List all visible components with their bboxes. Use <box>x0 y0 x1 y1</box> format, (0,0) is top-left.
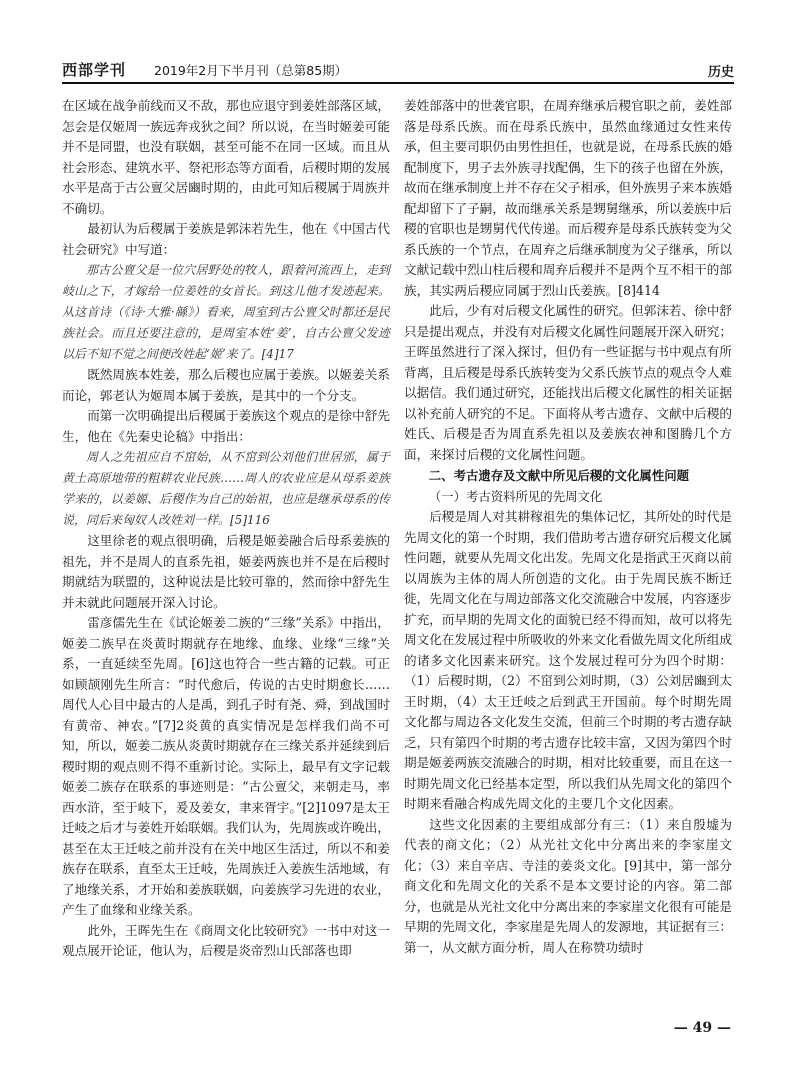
paragraph: 既然周族本姓姜，那么后稷也应属于姜族。以姬姜关系而论，郭老认为姬周本属于姜族，是其中的一个分支。 <box>62 367 390 403</box>
right-column <box>404 96 732 958</box>
left-column <box>62 96 390 962</box>
section-heading: 二、考古遗存及文献中所见后稷的文化属性问题 <box>428 468 689 483</box>
block-quote: 周人之先祖应自不窋始，从不窋到公刘他们世居邠，属于黄土高原地带的粗耕农业民族……周人的农业应是从母系姜族学来的，以姜嫄、后稷作为自己的始祖，也应是继承母系的传说，同后来匈奴人改姓刘一样。[5]116 <box>62 450 390 527</box>
paragraph: 此外，王晖先生在《商周文化比较研究》一书中对这一观点展开论证，他认为，后稷是炎帝烈山氏部落也即 <box>62 922 390 958</box>
paragraph: 雷彦儒先生在《试论姬姜二族的“三缘”关系》中指出，姬姜二族早在炎黄时期就存在地缘、血缘、业缘“三缘”关系，一直延续至先周。[6]这也符合一些古籍的记载。可正如顾颉刚先生所言：“时代愈后，传说的古史时期愈长……周代人心目中最古的人是禹，到孔子时有尧、舜，到战国时有黄帝、神农。”[7]2炎黄的真实情况是怎样我们尚不可知，所以，姬姜二族从炎黄时期就存在三缘关系并延续到后稷时期的观点则不得不重新讨论。实际上，最早有文字记载姬姜二族存在联系的事迹则是：“古公亶父，来朝走马，率西水浒，至于岐下，爰及姜女，聿来胥宇。”[2]1097是太王迁岐之后才与姜姓开始联姻。我们认为，先周族或许晚出，甚至在太王迁岐之前并没有在关中地区生活过，所以不和姜族存在联系，直至太王迁岐，先周族迁入姜族生活地域，有了地缘关系，才开始和姜族联姻，向姜族学习先进的农业，产生了血缘和业缘关系。 <box>62 615 390 917</box>
journal-logo: 西部学刊 <box>62 61 127 79</box>
paragraph: 而第一次明确提出后稷属于姜族这个观点的是徐中舒先生，他在《先秦史论稿》中指出： <box>62 408 390 444</box>
paragraph: 这里徐老的观点很明确，后稷是姬姜融合后母系姜族的祖先，并不是周人的直系先祖，姬姜两族也并不是在后稷时期就结为联盟的，这种说法是比较可靠的，然而徐中舒先生并未就此问题展开深入讨论。 <box>62 533 390 610</box>
paragraph: 这些文化因素的主要组成部分有三：（1）来自殷墟为代表的商文化；（2）从光社文化中分离出来的李家崖文化；（3）来自辛店、寺洼的姜炎文化。[9]其中，第一部分商文化和先周文化的关系不是本文要讨论的内容。第二部分，也就是从光社文化中分离出来的李家崖文化很有可能是早期的先周文化，李家崖是先周人的发源地，其证据有三：第一，从文献方面分析，周人在称赞功绩时 <box>404 816 732 955</box>
paragraph: 此后，少有对后稷文化属性的研究。但郭沫若、徐中舒只是提出观点，并没有对后稷文化属性问题展开深入研究；王晖虽然进行了深入探讨，但仍有一些证据与书中观点有所背离，且后稷是母系氏族转变为父系氏族节点的观点令人难以据信。我们通过研究，还能找出后稷文化属性的相关证据以补充前人研究的不足。下面将从考古遗存、文献中后稷的姓氏、后稷是否为周直系先祖以及姜族农神和图腾几个方面，来探讨后稷的文化属性问题。 <box>404 303 732 462</box>
paragraph: 在区域在战争前线而又不敌，那也应退守到姜姓部落区域，怎会是仅姬周一族远奔戎狄之间？所以说，在当时姬姜可能并不是同盟，也没有联姻，甚至可能不在同一区域。而且从社会形态、建筑水平、祭祀形态等方面看，后稷时期的发展水平是高于古公亶父居豳时期的，由此可知后稷属于周族并不确切。 <box>62 98 390 216</box>
issue-info: 2019年2月下半月刊（总第85期） <box>154 63 348 78</box>
block-quote: 那古公亶父是一位穴居野处的牧人，跟着河流西上，走到岐山之下，才嫁给一位姜姓的女首长。到这儿他才发迹起来。从这首诗（《诗·大雅·緜》）看来，周室到古公亶父时都还是民族社会。而且还要注意的，是周室本姓‘姜’，自古公亶父发迹以后不知不觉之间便改姓起‘姬’来了。[4]17 <box>62 263 390 361</box>
paragraph: 后稷是周人对其耕稼祖先的集体记忆，其所处的时代是先周文化的第一个时期，我们借助考古遗存研究后稷文化属性问题，就要从先周文化出发。先周文化是指武王灭商以前以周族为主体的周人所创造的文化。由于先周民族不断迁徙，先周文化在与周边部落文化交流融合中发展，内容逐步扩充，而早期的先周文化的面貌已经不得而知，故可以将先周文化在发展过程中所吸收的外来文化看做先周文化所组成的诸多文化因素来研究。这个发展过程可分为四个时期：（1）后稷时期，（2）不窋到公刘时期，（3）公刘居豳到太王时期，（4）太王迁岐之后到武王开国前。每个时期先周文化都与周边各文化发生交流，但前三个时期的考古遗存缺乏，只有第四个时期的考古遗存比较丰富，又因为第四个时期是姬姜两族交流融合的时期，相对比较重要，而且在这一时期先周文化已经基本定型，所以我们从先周文化的第四个时期来看融合构成先周文化的主要几个文化因素。 <box>404 509 732 811</box>
paragraph: 最初认为后稷属于姜族是郭沫若先生，他在《中国古代社会研究》中写道： <box>62 221 390 257</box>
subsection-heading: （一）考古资料所见的先周文化 <box>428 489 603 504</box>
paragraph: 姜姓部落中的世袭官职，在周弃继承后稷官职之前，姜姓部落是母系氏族。而在母系氏族中，虽然血缘通过女性来传承，但主要司职仍由男性担任，也就是说，在母系氏族的婚配制度下，男子去外族寻找配偶，生下的孩子也留在外族，故而在继承制度上并不存在父子相承，但外族男子来本族婚配却留下了子嗣，故而继承关系是甥舅继承，所以姜族中后稷的官职也是甥舅代代传递。而后稷弃是母系氏族转变为父系氏族的一个节点，在周弃之后继承制度为父子继承，所以文献记载中烈山柱后稷和周弃后稷并不是两个互不相干的部族，其实两后稷应同属于烈山氏姜族。[8]414 <box>404 98 732 298</box>
running-header <box>62 58 734 84</box>
page-number: — 49 — <box>673 1020 731 1036</box>
section-label: 历史 <box>707 65 734 80</box>
